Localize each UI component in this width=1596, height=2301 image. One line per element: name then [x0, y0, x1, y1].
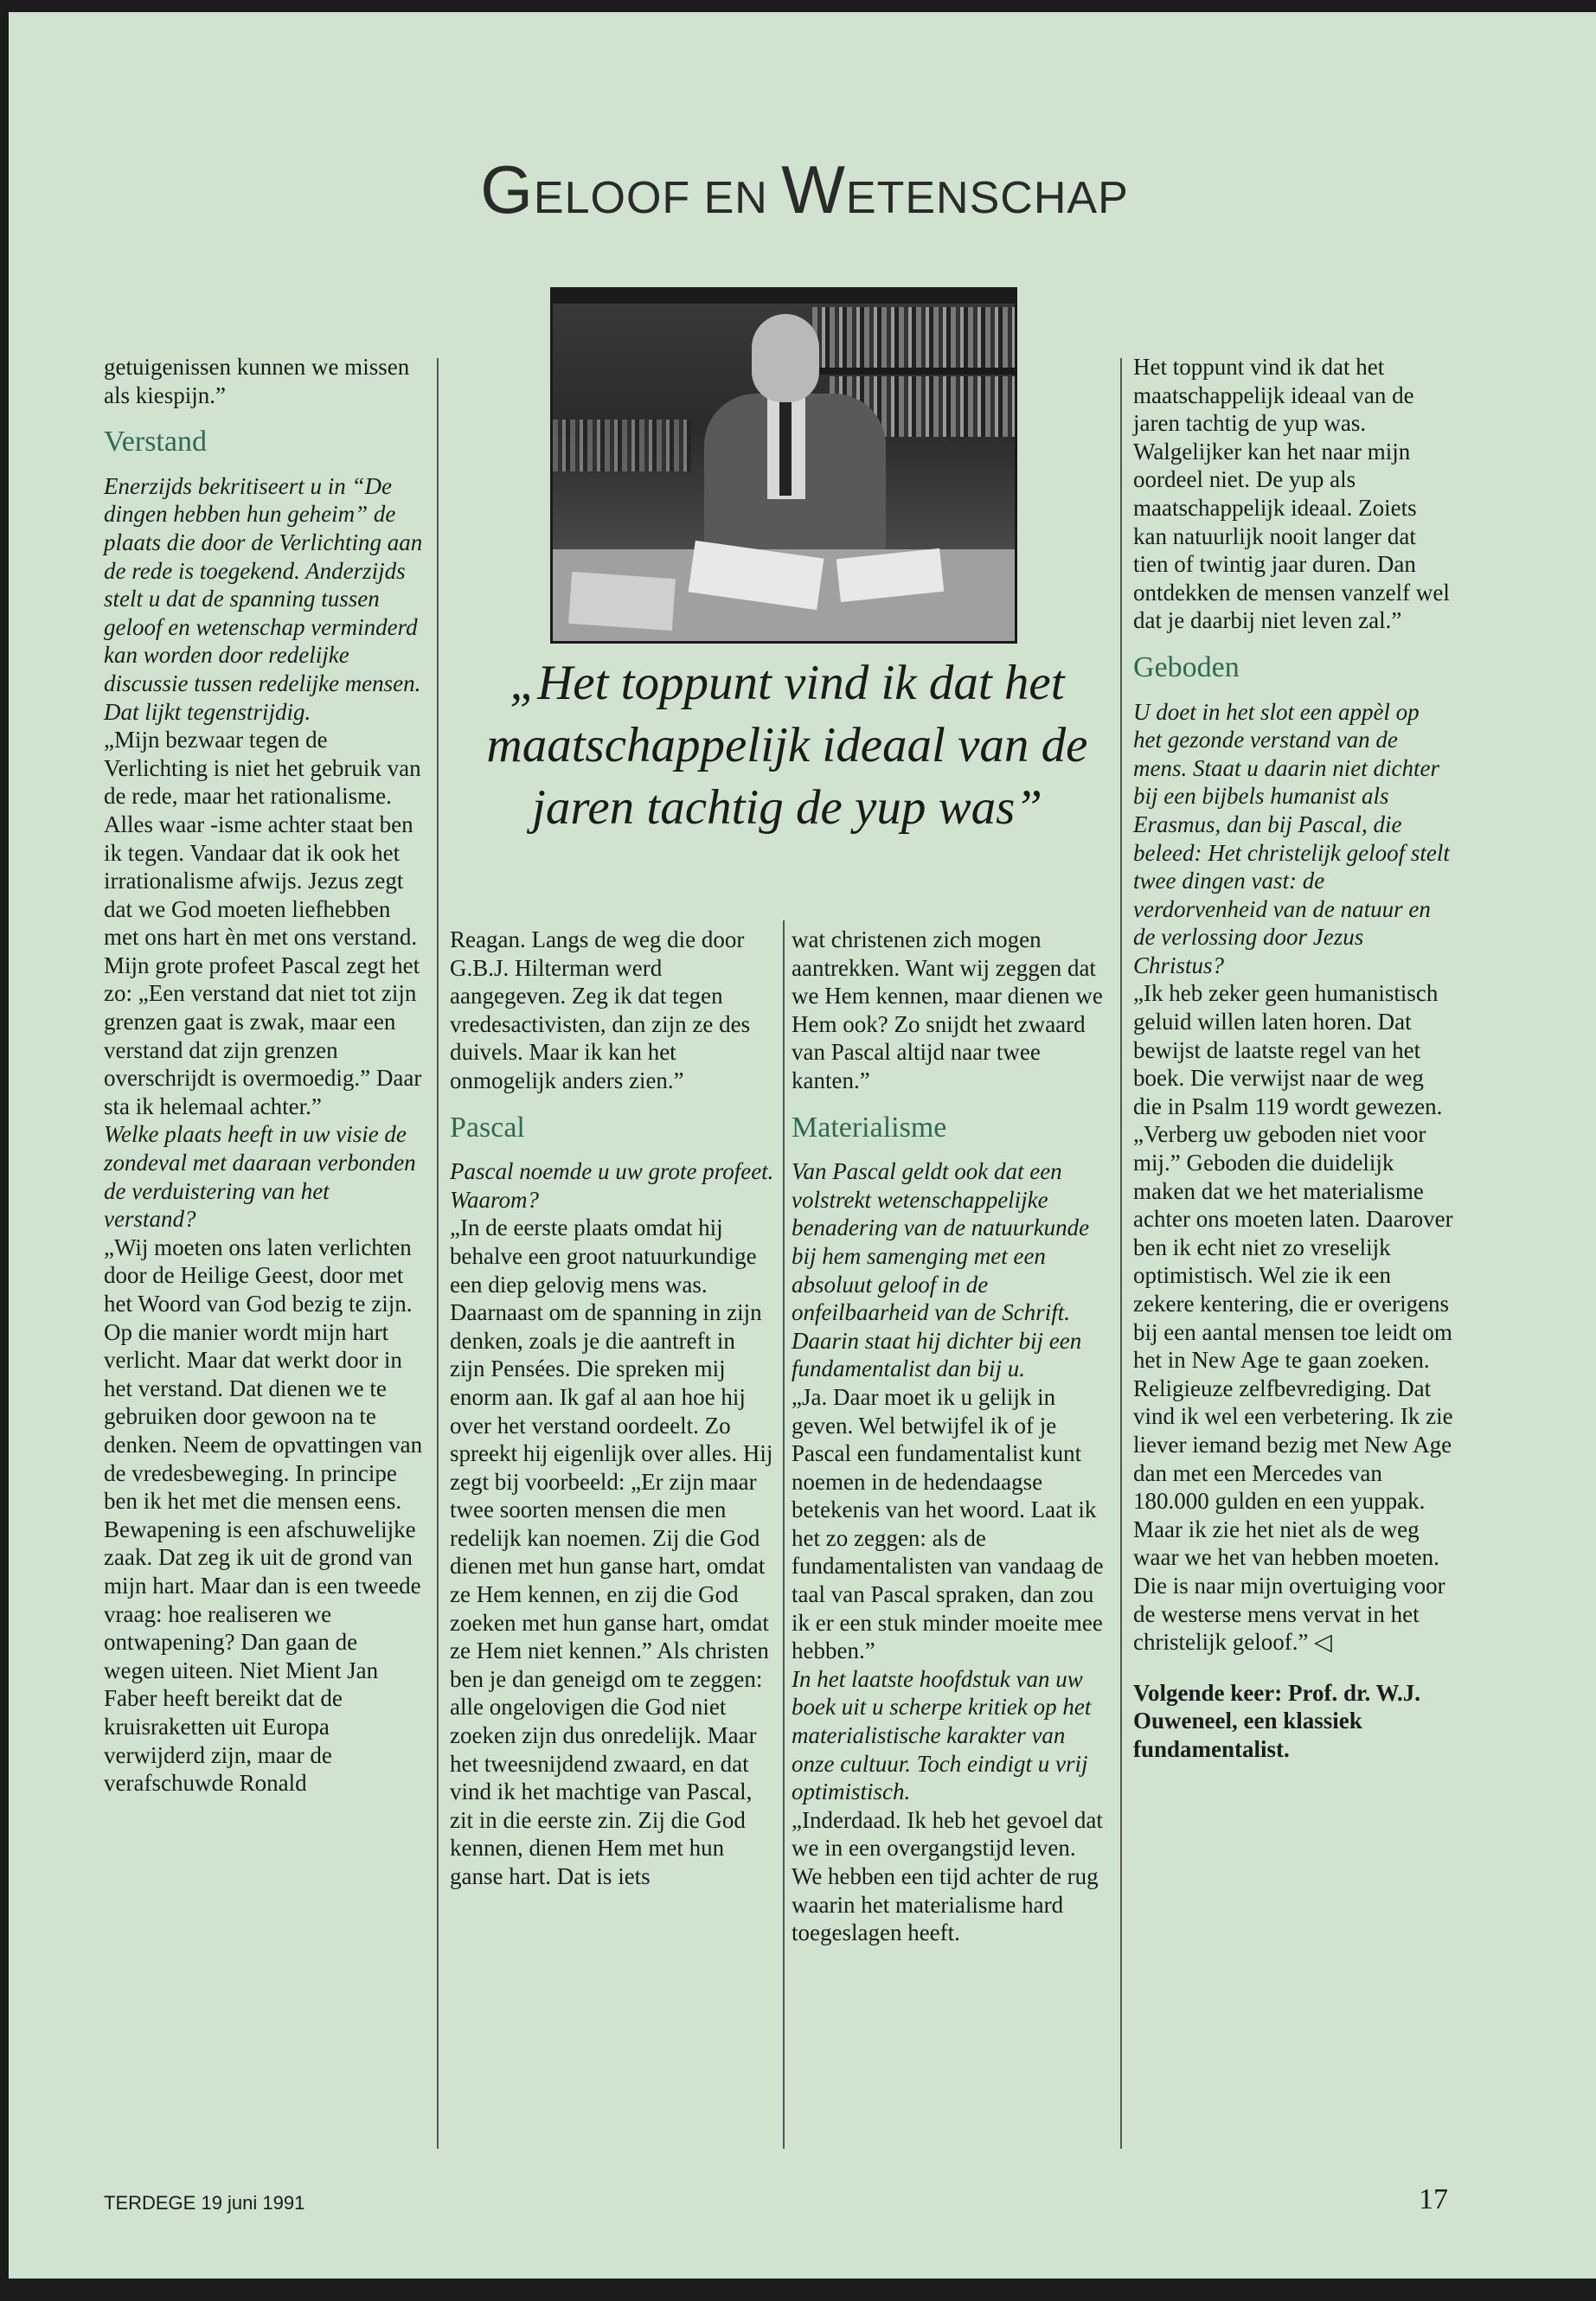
- column-2: [450, 926, 774, 1891]
- page-number: 17: [1419, 2183, 1448, 2215]
- column-rule: [783, 920, 785, 2149]
- paragraph: „Mijn bezwaar tegen de Verlichting is niet het gebruik van de rede, maar het rationalisme. Alles waar -isme achter staat ben ik tegen. Vandaar dat ik ook het irrationalisme afwijs. Jezus zegt dat we God moeten liefhebben met ons hart èn met ons verstand. Mijn grote profeet Pascal zegt het zo: „Een verstand dat niet tot zijn grenzen gaat is zwak, maar een verstand dat zijn grenzen overschrijdt is overmoedig.” Daar sta ik helemaal achter.”: [104, 727, 422, 1119]
- paragraph: „Inderdaad. Ik heb het gevoel dat we in een overgangstijd leven. We hebben een tijd achter de rug waarin het materialisme hard toegeslagen heeft.: [792, 1806, 1103, 1946]
- interview-question: Enerzijds bekritiseert u in “De dingen hebben hun geheim” de plaats die door de Verlichting aan de rede is toegekend. Anderzijds stelt u dat de spanning tussen geloof en wetenschap verminderd kan worden door redelijke discussie tussen redelijke mensen. Dat lijkt tegenstrijdig.: [104, 472, 423, 725]
- interview-question: In het laatste hoofdstuk van uw boek uit u scherpe kritiek op het materialistische karakter van onze cultuur. Toch eindigt u vrij optimistisch.: [792, 1665, 1092, 1805]
- interview-question: Welke plaats heeft in uw visie de zondeval met daaraan verbonden de verduistering van het verstand?: [104, 1121, 416, 1233]
- section-heading: Geboden: [1133, 651, 1240, 683]
- paragraph: „Wij moeten ons laten verlichten door de Heilige Geest, door met het Woord van God bezig te zijn. Op die manier wordt mijn hart verlicht. Maar dat werkt door in het verstand. Dat dienen we te gebruiken door gewoon na te denken. Neem de opvattingen van de vredesbeweging. In principe ben ik het met die mensen eens. Bewapening is een afschuwelijke zaak. Dat zeg ik uit de grond van mijn hart. Maar dan is een tweede vraag: hoe realiseren we ontwapening? Dan gaan de wegen uiteen. Niet Mient Jan Faber heeft bereikt dat de kruisraketten uit Europa verwijderd zijn, maar de verafschuwde Ronald: [104, 1234, 423, 1797]
- interview-question: Van Pascal geldt ook dat een volstrekt wetenschappelijke benadering van de natuurkunde bij hem samenging met een absoluut geloof in de onfeilbaarheid van de Schrift. Daarin staat hij dichter bij een fundamentalist dan bij u.: [792, 1158, 1090, 1382]
- paragraph: Het toppunt vind ik dat het maatschappelijk ideaal van de jaren tachtig de yup was. Walgelijker kan het naar mijn oordeel niet. De yup als maatschappelijk ideaal. Zoiets kan natuurlijk nooit langer dat tien of twintig jaar duren. Dan ontdekken de mensen vanzelf wel dat je daarbij niet leven zal.”: [1133, 354, 1450, 634]
- paragraph: getuigenissen kunnen we missen als kiespijn.”: [104, 354, 410, 408]
- paragraph: wat christenen zich mogen aantrekken. Want wij zeggen dat we Hem kennen, maar dienen we Hem ook? Zo snijdt het zwaard van Pascal altijd naar twee kanten.”: [792, 926, 1103, 1093]
- section-heading: Verstand: [104, 426, 207, 458]
- interview-question: U doet in het slot een appèl op het gezonde verstand van de mens. Staat u daarin niet dichter bij een bijbels humanist als Erasmus, dan bij Pascal, die beleed: Het christelijk geloof stelt twee dingen vast: de verdorvenheid van de natuur en de verlossing door Jezus Christus?: [1133, 698, 1450, 978]
- paragraph: Reagan. Langs de weg die door G.B.J. Hilterman werd aangegeven. Zeg ik dat tegen vredesactivisten, dan zijn ze des duivels. Maar ik kan het onmogelijk anders zien.”: [450, 926, 751, 1093]
- page-title: GELOOF EN WETENSCHAP: [480, 151, 1129, 228]
- next-issue-note: Volgende keer: Prof. dr. W.J. Ouweneel, een klassiek fundamentalist.: [1133, 1679, 1421, 1762]
- column-1: [104, 353, 424, 1798]
- column-4: [1133, 353, 1453, 1764]
- portrait-photo: [550, 287, 1017, 644]
- column-rule: [1120, 358, 1122, 2149]
- section-heading: Materialisme: [792, 1111, 947, 1144]
- magazine-issue: TERDEGE 19 juni 1991: [104, 2192, 305, 2214]
- pull-quote: „Het toppunt vind ik dat het maatschappelijk ideaal van de jaren tachtig de yup was”: [486, 656, 1088, 835]
- column-3: [792, 926, 1112, 1947]
- section-heading: Pascal: [450, 1111, 525, 1144]
- magazine-page: [9, 12, 1596, 2279]
- paragraph: „Ik heb zeker geen humanistisch geluid willen laten horen. Dat bewijst de laatste regel van het boek. Die verwijst naar de weg die in Psalm 119 wordt gewezen. „Verberg uw geboden niet voor mij.” Geboden die duidelijk maken dat we het materialisme achter ons moeten laten. Daarover ben ik echt niet zo vreselijk optimistisch. Wel zie ik een zekere kentering, die er overigens bij een aantal mensen toe leidt om het in New Age te gaan zoeken. Religieuze zelfbevrediging. Dat vind ik wel een verbetering. Ik zie liever iemand bezig met New Age dan met een Mercedes van 180.000 gulden en een yuppak. Maar ik zie het niet als de weg waar we het van hebben moeten. Die is naar mijn overtuiging voor de westerse mens vervat in het christelijk geloof.” ◁: [1133, 980, 1453, 1656]
- paragraph: „In de eerste plaats omdat hij behalve een groot natuurkundige een diep gelovig mens was. Daarnaast om de spanning in zijn denken, zoals je die aantreft in zijn Pensées. Die spreken mij enorm aan. Ik gaf al aan hoe hij over het verstand oordeelt. Zo spreekt hij eigenlijk over alles. Hij zegt bij voorbeeld: „Er zijn maar twee soorten mensen die men redelijk kan noemen. Zij die God dienen met hun ganse hart, omdat ze Hem kennen, en zij die God zoeken met hun ganse hart, omdat ze Hem niet kennen.” Als christen ben je dan geneigd om te zeggen: alle ongelovigen die God niet zoeken zijn dus onredelijk. Maar het tweesnijdend zwaard, en dat vind ik het machtige van Pascal, zit in die eerste zin. Zij die God kennen, dienen Hem met hun ganse hart. Dat is iets: [450, 1215, 773, 1889]
- paragraph: „Ja. Daar moet ik u gelijk in geven. Wel betwijfel ik of je Pascal een fundamentalist kunt noemen in de hedendaagse betekenis van het woord. Laat ik het zo zeggen: als de fundamentalisten van vandaag de taal van Pascal spraken, dan zou ik er een stuk minder moeite mee hebben.”: [792, 1383, 1104, 1664]
- column-rule: [437, 358, 439, 2149]
- interview-question: Pascal noemde u uw grote profeet. Waarom?: [450, 1158, 774, 1213]
